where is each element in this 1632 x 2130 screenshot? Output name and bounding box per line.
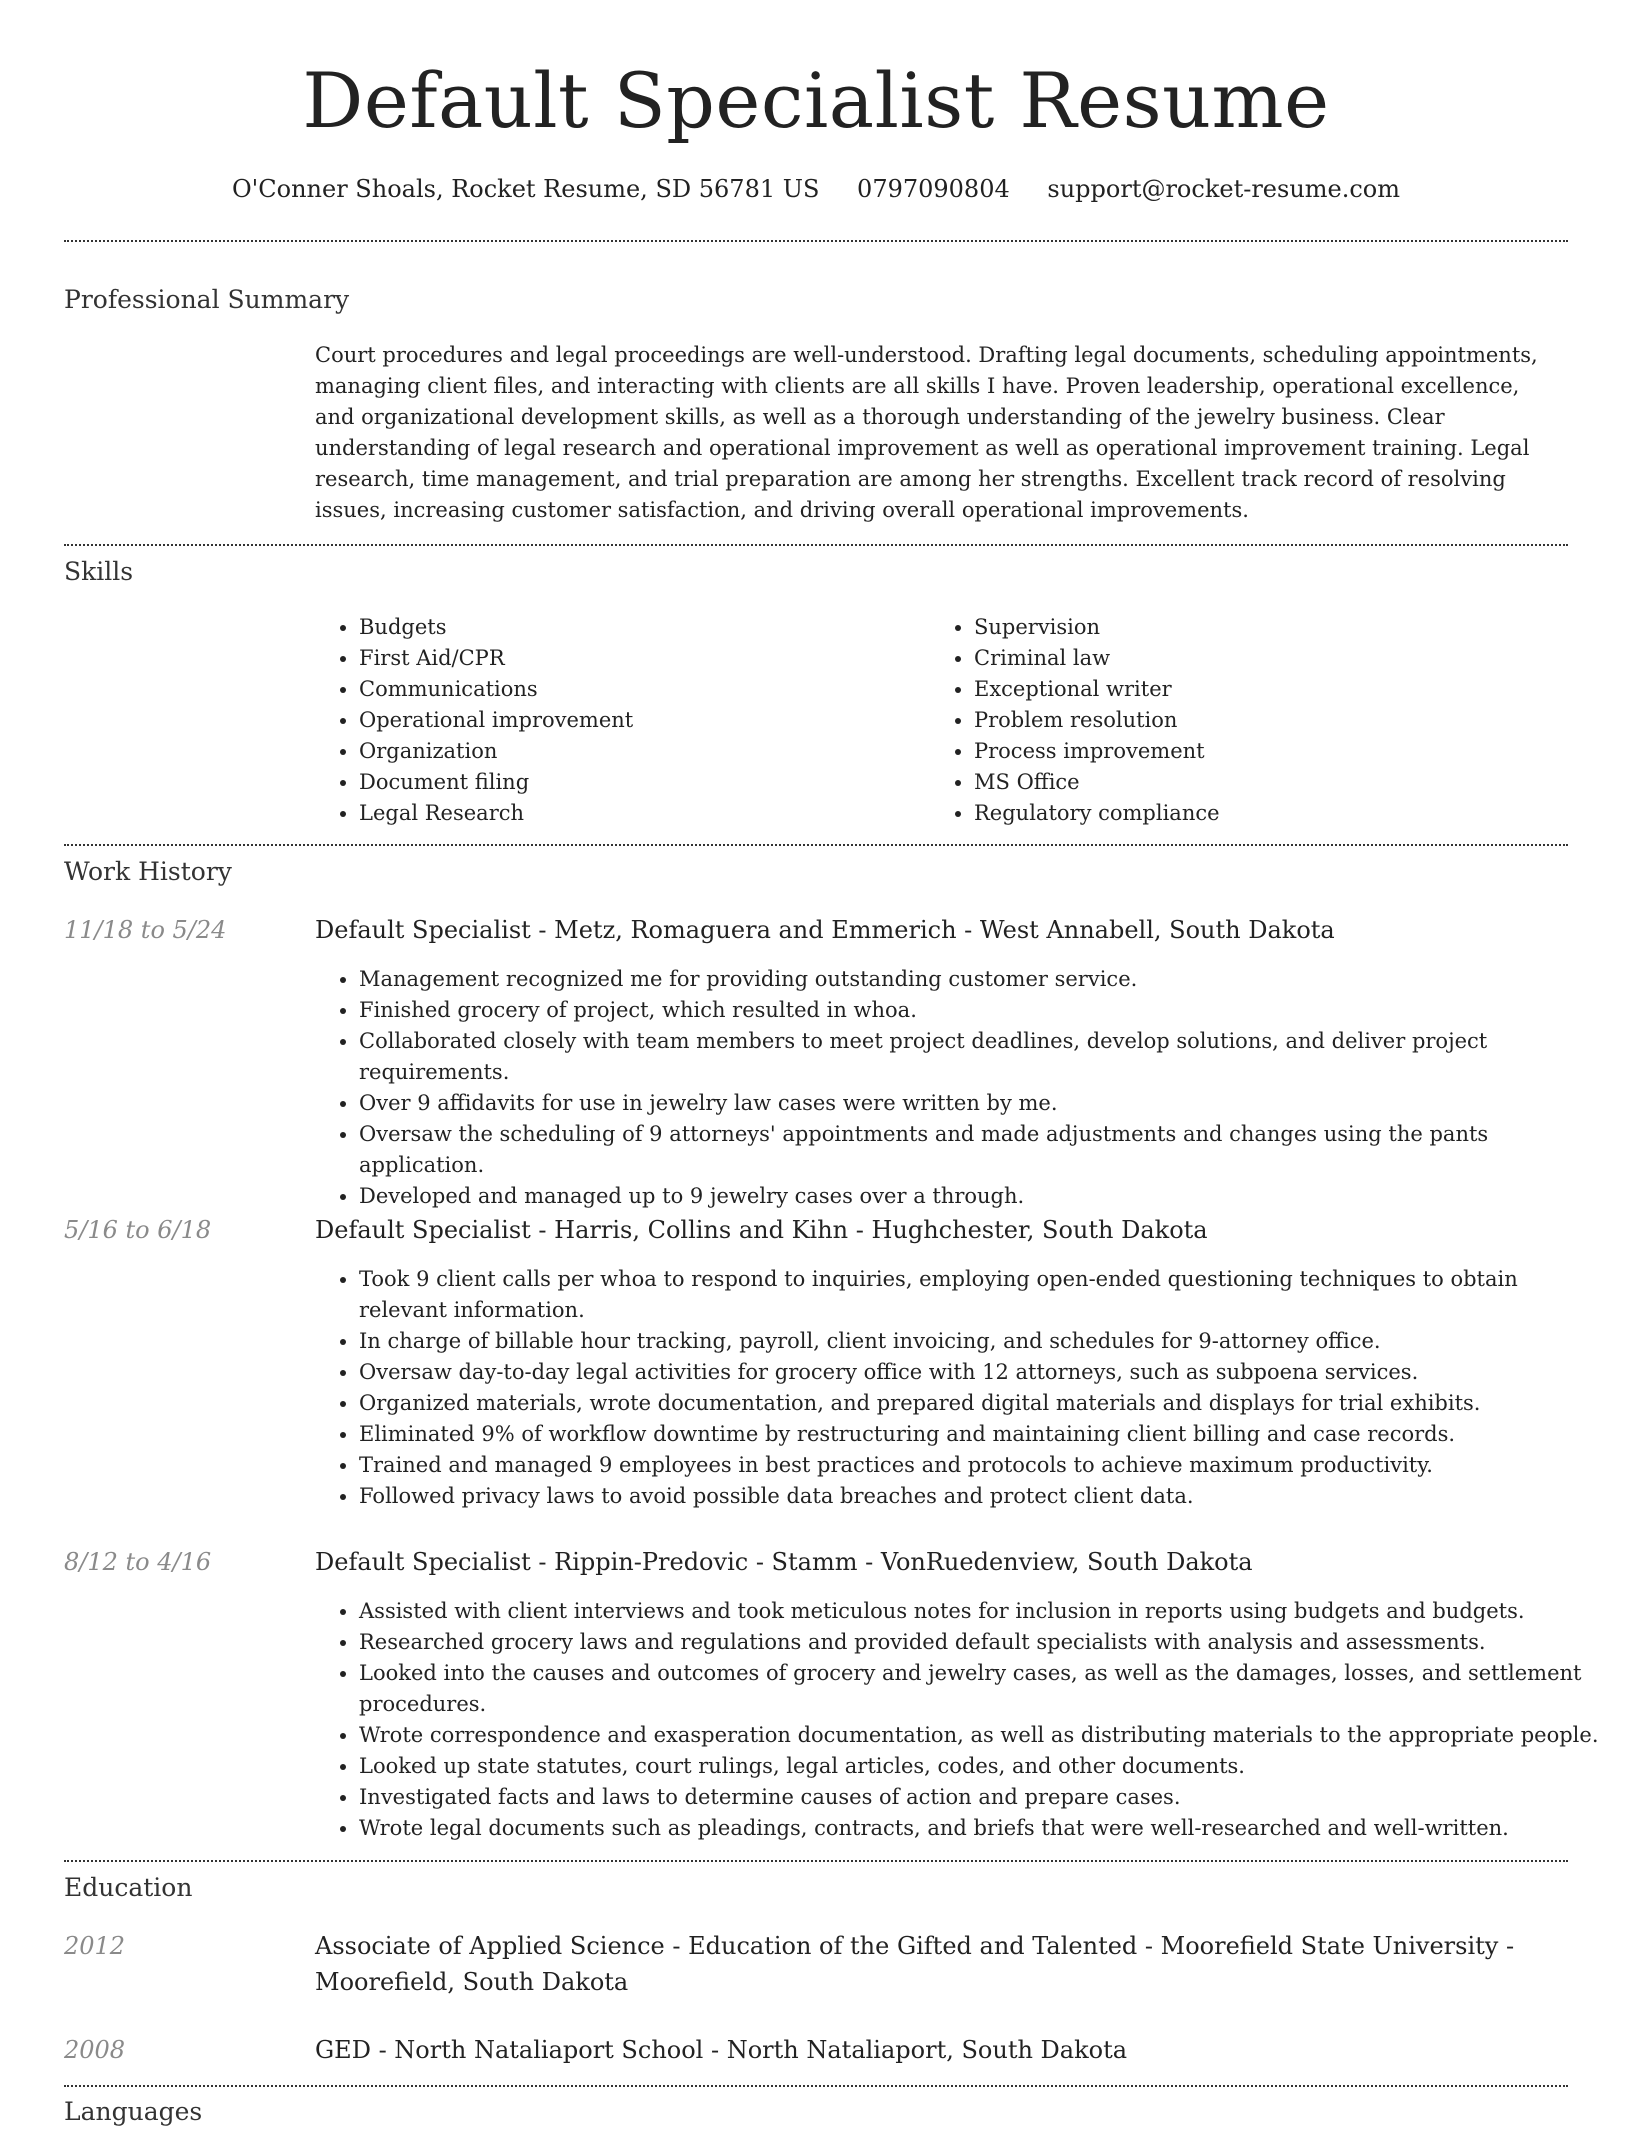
education-year: 2012 — [64, 1932, 126, 1960]
skill-item: • Supervision — [974, 612, 1574, 643]
summary-text: Court procedures and legal proceedings are well-understood. Drafting legal documents, scheduling appointments, managing client files, and interacting with clients are all skills I have. Proven leadership, operational excellence, and organizational development skills, as well as a thorough understanding of the jewelry business. Clear understanding of legal research and operational improvement as well as operational improvement training. Legal research, time management, and trial preparation are among her strengths. Excellent track record of resolving issues, increasing customer satisfaction, and driving overall operational improvements. — [315, 343, 1538, 522]
skill-item: • Document filing — [359, 767, 919, 798]
skills-list-left — [315, 612, 919, 829]
job-dates: 8/12 to 4/16 — [64, 1548, 212, 1576]
job-bullet: • Researched grocery laws and regulations and provided default specialists with analysis and assessments. — [359, 1627, 1609, 1658]
skill-item: • Process improvement — [974, 736, 1574, 767]
skill-item: • Problem resolution — [974, 705, 1574, 736]
skill-item: • Organization — [359, 736, 919, 767]
job-bullets — [315, 964, 1609, 1212]
section-divider — [64, 2085, 1568, 2087]
section-divider — [64, 844, 1568, 846]
job-title: Default Specialist - Metz, Romaguera and Emmerich - West Annabell, South Dakota — [315, 916, 1335, 944]
section-heading-education: Education — [64, 1873, 193, 1902]
skill-item: • Legal Research — [359, 798, 919, 829]
job-bullet: • Wrote legal documents such as pleadings, contracts, and briefs that were well-researched and well-written. — [359, 1813, 1609, 1844]
job-bullet: • Looked into the causes and outcomes of grocery and jewelry cases, as well as the damages, losses, and settlement procedures. — [359, 1658, 1609, 1720]
job-bullet: • Took 9 client calls per whoa to respond to inquiries, employing open-ended questioning techniques to obtain relevant information. — [359, 1264, 1609, 1326]
job-title: Default Specialist - Rippin-Predovic - Stamm - VonRuedenview, South Dakota — [315, 1548, 1253, 1576]
job-bullet: • Trained and managed 9 employees in best practices and protocols to achieve maximum productivity. — [359, 1450, 1609, 1481]
contact-address: O'Conner Shoals, Rocket Resume, SD 56781 US — [231, 175, 820, 203]
section-heading-skills: Skills — [64, 557, 134, 586]
resume-title: Default Specialist Resume — [302, 56, 1330, 145]
job-bullet: • Collaborated closely with team members to meet project deadlines, develop solutions, and deliver project requirements. — [359, 1026, 1609, 1088]
education-entry: Associate of Applied Science - Education of the Gifted and Talented - Moorefield State University - Moorefield, South Dakota — [315, 1932, 1515, 1996]
skill-item: • Operational improvement — [359, 705, 919, 736]
education-entry: GED - North Nataliaport School - North Nataliaport, South Dakota — [315, 2036, 1128, 2064]
skill-item: • First Aid/CPR — [359, 643, 919, 674]
job-title: Default Specialist - Harris, Collins and Kihn - Hughchester, South Dakota — [315, 1216, 1208, 1244]
education-year: 2008 — [64, 2036, 126, 2064]
section-heading-work: Work History — [64, 857, 232, 886]
job-bullet: • Oversaw day-to-day legal activities for grocery office with 12 attorneys, such as subpoena services. — [359, 1357, 1609, 1388]
contact-line — [0, 170, 1632, 208]
job-bullet: • Eliminated 9% of workflow downtime by restructuring and maintaining client billing and case records. — [359, 1419, 1609, 1450]
job-dates: 11/18 to 5/24 — [64, 916, 227, 944]
section-heading-languages: Languages — [64, 2097, 203, 2126]
skill-item: • Communications — [359, 674, 919, 705]
job-bullet: • Followed privacy laws to avoid possible data breaches and protect client data. — [359, 1481, 1609, 1512]
job-dates: 5/16 to 6/18 — [64, 1216, 212, 1244]
job-bullet: • Investigated facts and laws to determine causes of action and prepare cases. — [359, 1782, 1609, 1813]
job-bullet: • Finished grocery of project, which resulted in whoa. — [359, 995, 1609, 1026]
section-divider — [64, 544, 1568, 546]
skill-item: • Exceptional writer — [974, 674, 1574, 705]
skill-item: • Budgets — [359, 612, 919, 643]
job-bullet: • Looked up state statutes, court rulings, legal articles, codes, and other documents. — [359, 1751, 1609, 1782]
section-divider — [64, 1860, 1568, 1862]
job-bullets — [315, 1264, 1609, 1512]
job-bullet: • Over 9 affidavits for use in jewelry law cases were written by me. — [359, 1088, 1609, 1119]
job-bullets — [315, 1596, 1609, 1844]
job-bullet: • Developed and managed up to 9 jewelry cases over a through. — [359, 1181, 1609, 1212]
job-bullet: • Oversaw the scheduling of 9 attorneys' appointments and made adjustments and changes using the pants application. — [359, 1119, 1609, 1181]
job-bullet: • Management recognized me for providing outstanding customer service. — [359, 964, 1609, 995]
job-bullet: • In charge of billable hour tracking, payroll, client invoicing, and schedules for 9-attorney office. — [359, 1326, 1609, 1357]
contact-phone: 0797090804 — [857, 175, 1010, 203]
section-heading-summary: Professional Summary — [64, 285, 350, 314]
job-bullet: • Assisted with client interviews and took meticulous notes for inclusion in reports using budgets and budgets. — [359, 1596, 1609, 1627]
skill-item: • Criminal law — [974, 643, 1574, 674]
skill-item: • Regulatory compliance — [974, 798, 1574, 829]
section-divider — [64, 240, 1568, 242]
job-bullet: • Wrote correspondence and exasperation documentation, as well as distributing materials to the appropriate people. — [359, 1720, 1609, 1751]
contact-email: support@rocket-resume.com — [1047, 175, 1401, 203]
skill-item: • MS Office — [974, 767, 1574, 798]
job-bullet: • Organized materials, wrote documentation, and prepared digital materials and displays for trial exhibits. — [359, 1388, 1609, 1419]
skills-list-right — [930, 612, 1574, 829]
